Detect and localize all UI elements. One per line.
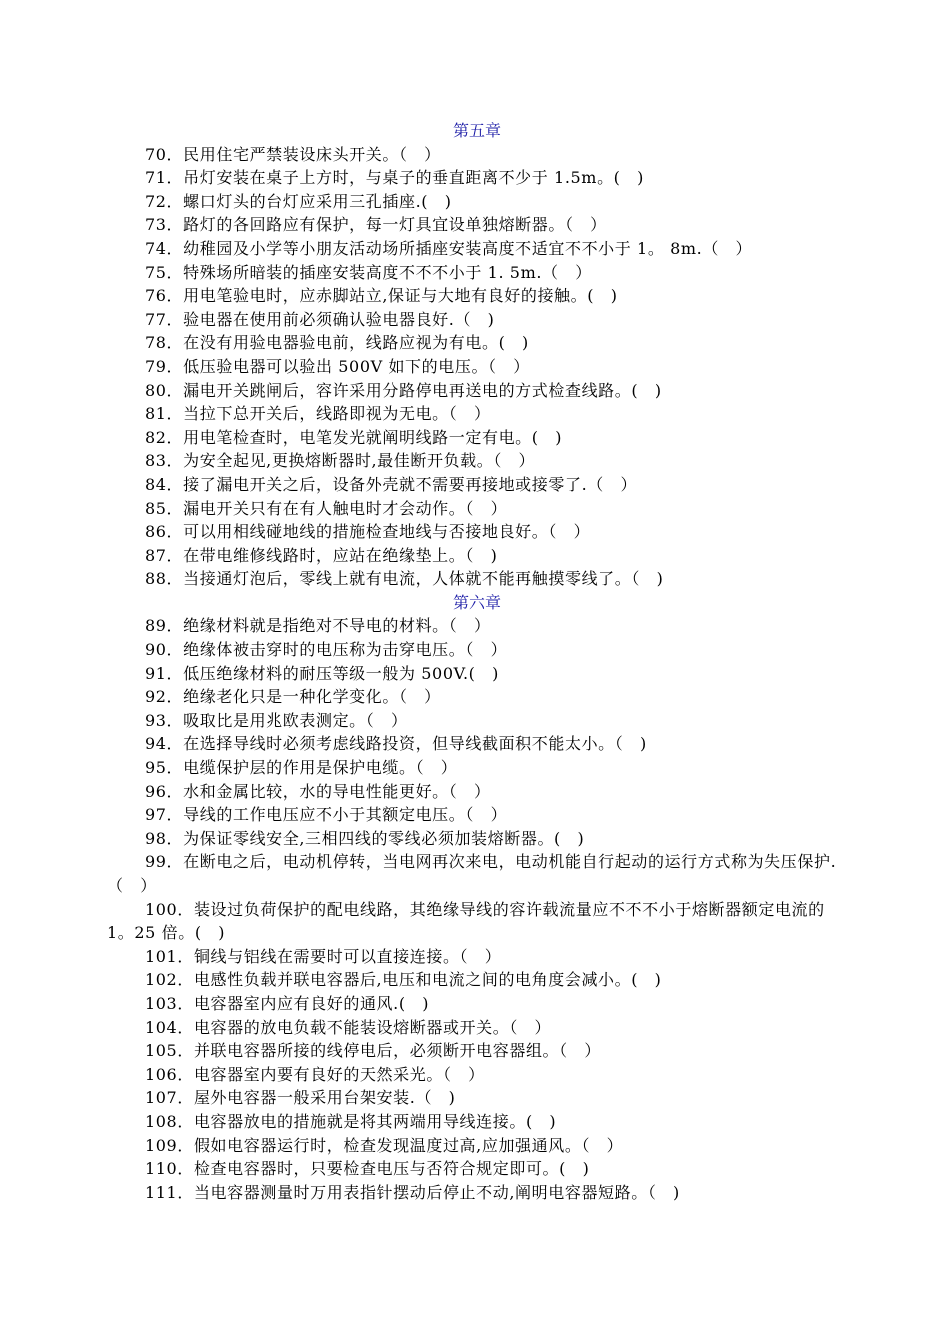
question-text: 漏电开关跳闸后，容许采用分路停电再送电的方式检查线路。( ) — [183, 380, 662, 400]
question-item — [107, 1016, 847, 1040]
question-number: 79． — [145, 356, 184, 376]
question-item — [107, 827, 847, 851]
question-number: 84． — [145, 474, 184, 494]
question-item — [107, 426, 847, 450]
question-item — [107, 709, 847, 733]
question-item — [107, 662, 847, 686]
question-number: 104． — [145, 1017, 194, 1037]
question-number: 80． — [145, 380, 184, 400]
question-number: 106． — [145, 1064, 194, 1084]
question-text: 假如电容器运行时，检查发现温度过高,应加强通风。（ ） — [193, 1135, 624, 1155]
question-item — [107, 567, 847, 591]
question-item — [107, 520, 847, 544]
question-item — [107, 497, 847, 521]
question-item — [107, 473, 847, 497]
chapter-heading: 第六章 — [452, 592, 501, 612]
question-item — [107, 284, 847, 308]
question-text: 接了漏电开关之后，设备外壳就不需要再接地或接零了.（ ） — [183, 474, 638, 494]
question-text: 电容器放电的措施就是将其两端用导线连接。( ) — [193, 1111, 557, 1131]
question-text: 吸取比是用兆欧表测定。（ ） — [183, 710, 408, 730]
question-number: 109． — [145, 1135, 194, 1155]
question-item — [107, 379, 847, 403]
question-text: 在选择导线时必须考虑线路投资，但导线截面积不能太小。（ ) — [183, 734, 647, 754]
question-number: 108． — [145, 1111, 194, 1131]
question-number: 95． — [145, 758, 184, 778]
question-text: 民用住宅严禁装设床头开关。（ ） — [183, 144, 441, 164]
question-text: 装设过负荷保护的配电线路，其绝缘导线的容许载流量应不不不小于熔断器额定电流的 1。25 倍。( ) — [107, 899, 825, 943]
question-item — [107, 1110, 847, 1134]
question-text: 电容器的放电负载不能装设熔断器或开关。（ ） — [193, 1017, 552, 1037]
question-item — [107, 945, 847, 969]
question-number: 105． — [145, 1041, 194, 1061]
question-text: 电容器室内要有良好的天然采光。（ ） — [193, 1064, 485, 1084]
question-number: 83． — [145, 451, 184, 471]
question-text: 特殊场所暗装的插座安装高度不不不小于 1. 5m.（ ） — [183, 262, 592, 282]
question-item — [107, 968, 847, 992]
question-number: 70． — [145, 144, 184, 164]
question-text: 当接通灯泡后，零线上就有电流，人体就不能再触摸零线了。（ ) — [183, 569, 664, 589]
question-text: 幼稚园及小学等小朋友活动场所插座安装高度不适宜不不小于 1。 8m.（ ） — [183, 238, 753, 258]
question-number: 96． — [145, 781, 184, 801]
question-item — [107, 803, 847, 827]
question-number: 77． — [145, 309, 184, 329]
question-number: 107． — [145, 1088, 194, 1108]
question-text: 水和金属比较，水的导电性能更好。（ ） — [183, 781, 491, 801]
question-number: 92． — [145, 687, 184, 707]
question-text: 并联电容器所接的线停电后，必须断开电容器组。（ ） — [193, 1041, 601, 1061]
question-text: 螺口灯头的台灯应采用三孔插座.( ) — [183, 191, 452, 211]
question-item — [107, 544, 847, 568]
question-item — [107, 614, 847, 638]
question-item — [107, 1181, 847, 1205]
question-number: 90． — [145, 640, 184, 660]
question-item — [107, 143, 847, 167]
question-number: 103． — [145, 993, 194, 1013]
question-number: 110． — [145, 1159, 194, 1179]
question-item — [107, 992, 847, 1016]
question-text: 导线的工作电压应不小于其额定电压。（ ） — [183, 805, 508, 825]
question-number: 86． — [145, 522, 184, 542]
question-text: 用电笔验电时，应赤脚站立,保证与大地有良好的接触。( ) — [183, 286, 618, 306]
question-item — [107, 732, 847, 756]
question-number: 81． — [145, 404, 184, 424]
question-number: 111． — [145, 1182, 194, 1202]
question-item — [107, 331, 847, 355]
question-number: 85． — [145, 498, 184, 518]
question-list — [107, 119, 847, 1204]
chapter-heading: 第五章 — [452, 121, 501, 140]
question-number: 82． — [145, 427, 184, 447]
question-number: 72． — [145, 191, 184, 211]
question-text: 电容器室内应有良好的通风.( ) — [193, 993, 430, 1013]
question-item — [107, 449, 847, 473]
question-item — [107, 1039, 847, 1063]
question-item — [107, 1063, 847, 1087]
question-item — [107, 1134, 847, 1158]
question-text: 绝缘老化只是一种化学变化。（ ） — [183, 687, 441, 707]
question-text: 在带电维修线路时，应站在绝缘垫上。（ ) — [183, 545, 498, 565]
question-item — [107, 402, 847, 426]
question-text: 验电器在使用前必须确认验电器良好.（ ) — [183, 309, 495, 329]
question-item — [107, 756, 847, 780]
question-number: 102． — [145, 970, 194, 990]
question-item — [107, 213, 847, 237]
question-text: 检查电容器时，只要检查电压与否符合规定即可。( ) — [193, 1159, 590, 1179]
question-item — [107, 685, 847, 709]
question-text: 电感性负载并联电容器后,电压和电流之间的电角度会减小。( ) — [193, 970, 662, 990]
question-item — [107, 166, 847, 190]
question-text: 可以用相线碰地线的措施检查地线与否接地良好。（ ） — [183, 522, 591, 542]
question-item — [107, 1157, 847, 1181]
question-number: 89． — [145, 616, 184, 636]
question-number: 93． — [145, 710, 184, 730]
question-item — [107, 780, 847, 804]
question-number: 101． — [145, 946, 194, 966]
question-text: 低压验电器可以验出 500V 如下的电压。（ ） — [183, 356, 530, 376]
question-text: 用电笔检查时，电笔发光就阐明线路一定有电。( ) — [183, 427, 563, 447]
question-text: 在断电之后，电动机停转，当电网再次来电，电动机能自行起动的运行方式称为失压保护.（ ） — [107, 852, 837, 895]
question-text: 为安全起见,更换熔断器时,最佳断开负载。（ ） — [183, 451, 536, 471]
question-number: 88． — [145, 569, 184, 589]
question-item — [107, 898, 847, 945]
question-text: 铜线与铝线在需要时可以直接连接。（ ） — [193, 946, 502, 966]
question-number: 91． — [145, 663, 184, 683]
question-number: 99． — [145, 852, 184, 872]
question-number: 75． — [145, 262, 184, 282]
question-text: 电缆保护层的作用是保护电缆。（ ） — [183, 758, 458, 778]
question-text: 路灯的各回路应有保护，每一灯具宜设单独熔断器。（ ） — [183, 215, 607, 235]
question-text: 当电容器测量时万用表指针摆动后停止不动,阐明电容器短路。（ ) — [193, 1182, 680, 1202]
question-item — [107, 355, 847, 379]
question-number: 100． — [145, 899, 194, 919]
question-number: 98． — [145, 828, 184, 848]
question-number: 78． — [145, 333, 184, 353]
question-item — [107, 308, 847, 332]
question-number: 76． — [145, 286, 184, 306]
question-item — [107, 237, 847, 261]
question-text: 绝缘材料就是指绝对不导电的材料。（ ） — [183, 616, 491, 636]
question-number: 74． — [145, 238, 184, 258]
question-number: 97． — [145, 805, 184, 825]
question-item — [107, 850, 847, 897]
question-number: 87． — [145, 545, 184, 565]
question-text: 低压绝缘材料的耐压等级一般为 500V.( ) — [183, 663, 499, 683]
question-text: 为保证零线安全,三相四线的零线必须加装熔断器。( ) — [183, 828, 585, 848]
question-number: 94． — [145, 734, 184, 754]
question-item — [107, 261, 847, 285]
question-number: 71． — [145, 168, 184, 188]
question-item — [107, 1086, 847, 1110]
question-text: 屋外电容器一般采用台架安装.（ ) — [193, 1088, 456, 1108]
question-text: 吊灯安装在桌子上方时，与桌子的垂直距离不少于 1.5m。( ) — [183, 168, 644, 188]
question-item — [107, 638, 847, 662]
question-item — [107, 190, 847, 214]
question-text: 漏电开关只有在有人触电时才会动作。（ ） — [183, 498, 508, 518]
question-text: 在没有用验电器验电前，线路应视为有电。( ) — [183, 333, 529, 353]
question-text: 当拉下总开关后，线路即视为无电。（ ） — [183, 404, 491, 424]
question-text: 绝缘体被击穿时的电压称为击穿电压。（ ） — [183, 640, 508, 660]
question-number: 73． — [145, 215, 184, 235]
